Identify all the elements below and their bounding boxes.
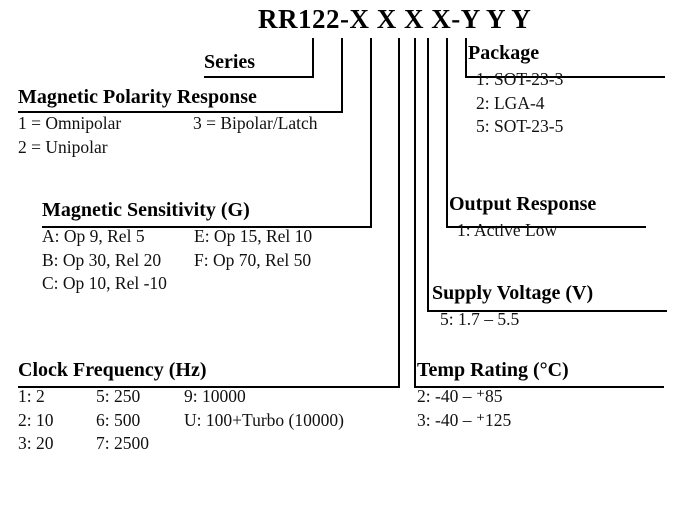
option-item: F: Op 70, Rel 50 [194,249,312,270]
group-supply-voltage-title: Supply Voltage (V) [432,282,594,304]
group-series-title: Series [204,51,256,73]
option-item: 3 = Bipolar/Latch [193,113,318,133]
group-magnetic-polarity-title: Magnetic Polarity Response [18,86,257,108]
leader-line-package [465,38,467,76]
option-item: 3: -40 – ⁺125 [417,409,512,430]
group-temp-rating-title: Temp Rating (°C) [417,359,569,381]
option-item: 1 = Omnipolar [18,113,122,133]
option-item: 1: Active Low [457,220,558,240]
leader-line-output-response [446,38,448,226]
option-item: 2 = Unipolar [18,136,108,157]
option-item: 3: 20 [18,433,54,454]
group-magnetic-polarity-options [18,112,348,159]
leader-rule-series [204,76,314,78]
option-item: 5: 1.7 – 5.5 [440,309,520,329]
leader-line-magnetic-sensitivity [370,38,372,226]
group-output-response-options [457,219,649,243]
group-magnetic-sensitivity-options [42,225,382,296]
leader-line-supply-voltage [427,38,429,310]
group-output-response [449,194,649,243]
group-clock-frequency-options [18,385,403,456]
leader-line-clock-frequency [398,38,400,386]
option-item: B: Op 30, Rel 20 [42,249,162,270]
option-item: 1: SOT-23-3 [476,69,564,89]
group-supply-voltage-options [440,308,667,332]
option-item: A: Op 9, Rel 5 [42,226,145,246]
option-item: 9: 10000 [184,386,246,406]
group-package-options [476,68,668,139]
group-magnetic-sensitivity [42,200,382,296]
option-item: 2: -40 – ⁺85 [417,386,503,406]
leader-line-temp-rating [414,38,416,386]
group-clock-frequency [18,360,403,456]
option-item: 7: 2500 [96,433,149,454]
option-item: E: Op 15, Rel 10 [194,226,313,246]
option-item: U: 100+Turbo (10000) [184,409,344,430]
group-clock-frequency-title: Clock Frequency (Hz) [18,359,207,381]
option-item: 2: LGA-4 [476,92,545,113]
group-magnetic-polarity [18,87,348,159]
group-package [468,43,668,139]
group-output-response-title: Output Response [449,193,597,215]
group-temp-rating [417,360,665,432]
group-supply-voltage [432,283,667,332]
option-item: 5: SOT-23-5 [476,116,564,137]
group-package-title: Package [468,42,540,64]
option-item: 2: 10 [18,409,54,430]
option-item: 6: 500 [96,409,141,430]
group-series [204,52,316,73]
option-item: C: Op 10, Rel -10 [42,273,167,294]
group-magnetic-sensitivity-title: Magnetic Sensitivity (G) [42,199,250,221]
group-temp-rating-options [417,385,665,432]
part-number-code: RR122-X X X X-Y Y Y [258,4,532,34]
option-item: 1: 2 [18,386,45,406]
option-item: 5: 250 [96,386,141,406]
